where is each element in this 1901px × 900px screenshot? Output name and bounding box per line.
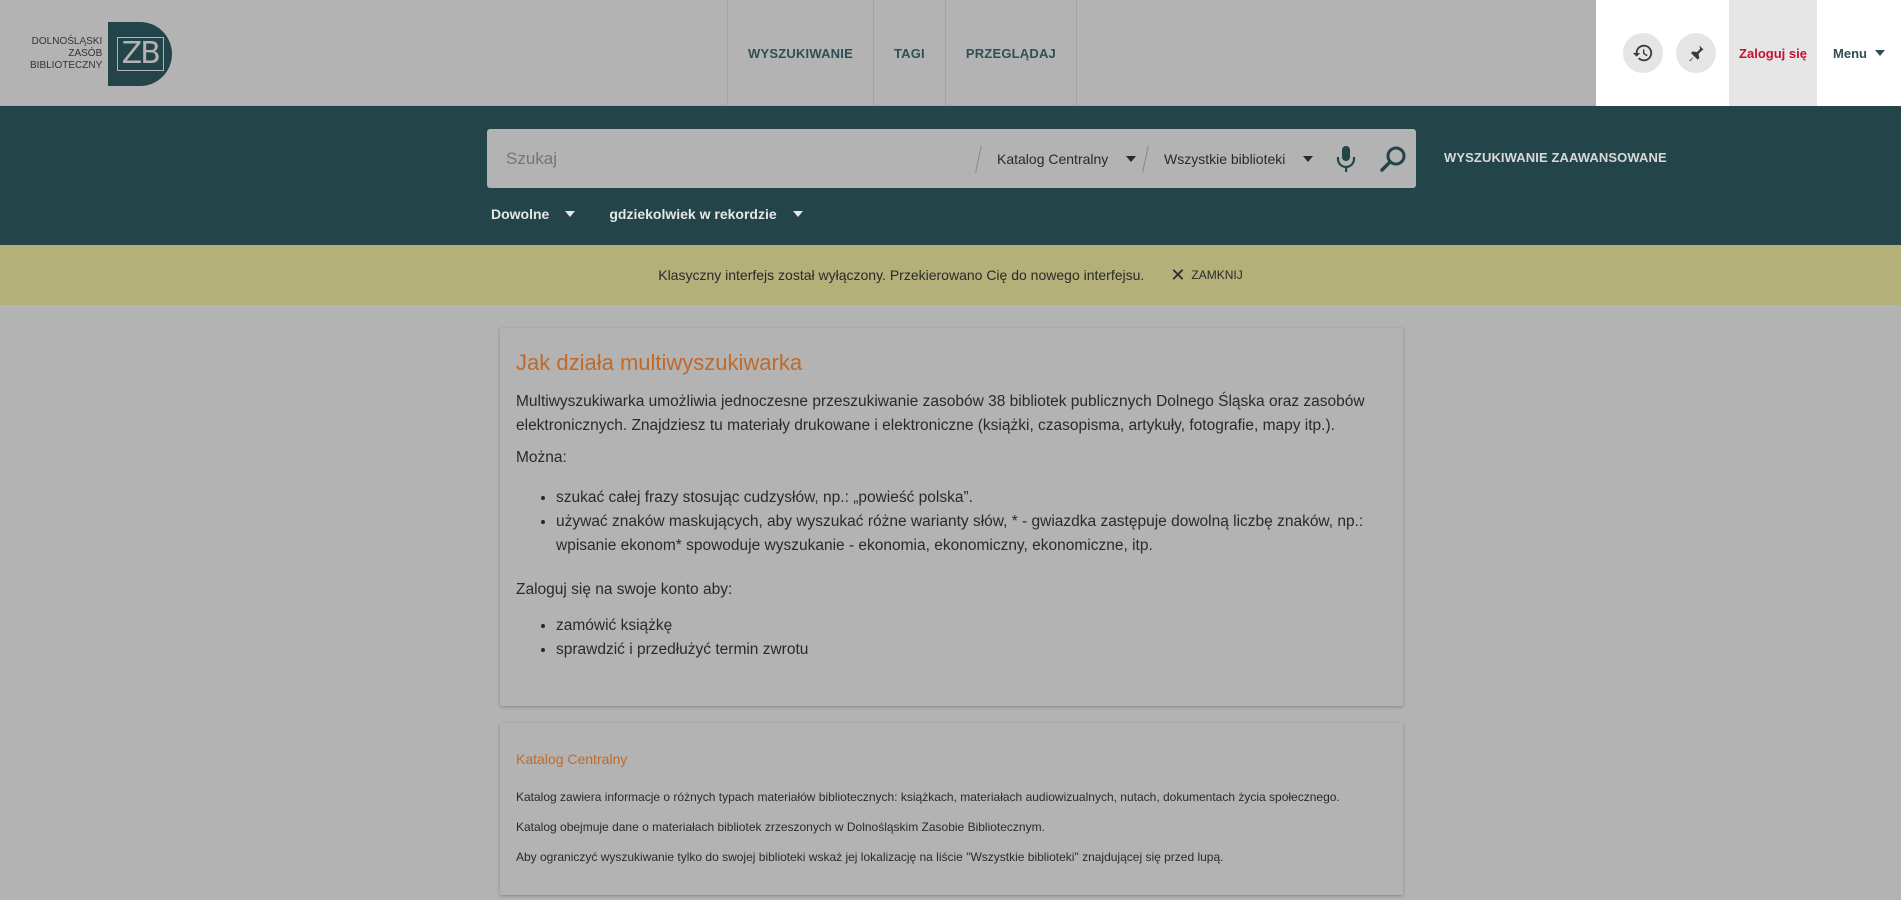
history-icon[interactable] — [1623, 33, 1663, 73]
menu-button[interactable] — [1817, 0, 1901, 106]
header-actions — [1596, 0, 1901, 106]
filter-scope-label: gdziekolwiek w rekordzie — [609, 206, 777, 222]
tips-list — [556, 486, 1387, 558]
chevron-down-icon — [793, 211, 803, 217]
catalog-select-label: Katalog Centralny — [997, 150, 1109, 167]
chevron-down-icon — [1126, 156, 1136, 162]
filter-scope-select[interactable] — [609, 206, 802, 222]
site-header — [0, 0, 1901, 106]
search-filters — [491, 206, 837, 222]
logo-mark: ZB — [108, 22, 172, 86]
library-select-label: Wszystkie biblioteki — [1164, 150, 1286, 167]
list-item: • zamówić książkę — [556, 614, 1387, 638]
card-intro: Multiwyszukiwarka umożliwia jednoczesne przeszukiwanie zasobów 38 bibliotek publicznych Dolnego Śląska oraz zasobów elektronicznych. Znajdziesz tu materiały drukowane i elektroniczne (książki, czasopisma, artykuły, fotografie, mapy itp.). — [516, 393, 1365, 434]
filter-type-select[interactable] — [491, 206, 575, 222]
nav-search[interactable]: WYSZUKIWANIE — [728, 0, 874, 106]
notice-close-button[interactable] — [1170, 265, 1243, 285]
microphone-icon[interactable] — [1335, 145, 1357, 178]
search-box — [487, 129, 1416, 188]
catalog-line: Katalog obejmuje dane o materiałach bibliotek zrzeszonych w Dolnośląskim Zasobie Bibliotecznym. — [516, 820, 1045, 834]
list-item: • sprawdzić i przedłużyć termin zwrotu — [556, 638, 1387, 662]
menu-label: Menu — [1833, 45, 1867, 61]
notice-text: Klasyczny interfejs został wyłączony. Przekierowano Cię do nowego interfejsu. — [658, 267, 1145, 283]
site-logo[interactable] — [30, 22, 172, 86]
catalog-line: Aby ograniczyć wyszukiwanie tylko do swojej biblioteki wskaż jej lokalizację na liście "Wszystkie biblioteki" znajdującej się przed lupą. — [516, 850, 1224, 864]
catalog-line: Katalog zawiera informacje o różnych typach materiałów bibliotecznych: książkach, materiałach audiowizualnych, nutach, dokumentach życia społecznego. — [516, 790, 1340, 804]
chevron-down-icon — [565, 211, 575, 217]
logo-text: DOLNOŚLĄSKI ZASÓB BIBLIOTECZNY — [30, 36, 103, 71]
catalog-card — [500, 723, 1403, 895]
login-button[interactable]: Zaloguj się — [1729, 0, 1817, 106]
search-input[interactable] — [506, 129, 956, 188]
filter-type-label: Dowolne — [491, 206, 550, 222]
search-icon[interactable] — [1379, 144, 1409, 179]
notice-banner — [0, 245, 1901, 305]
nav-browse[interactable]: PRZEGLĄDAJ — [946, 0, 1077, 106]
library-select[interactable] — [1164, 129, 1313, 188]
can-label: Można: — [516, 449, 567, 466]
catalog-select[interactable] — [997, 129, 1136, 188]
notice-close-label: ZAMKNIJ — [1191, 268, 1243, 282]
top-nav — [727, 0, 1077, 106]
login-prompt: Zaloguj się na swoje konto aby: — [516, 581, 733, 598]
search-band — [0, 106, 1901, 245]
list-item: • używać znaków maskujących, aby wyszukać różne warianty słów, * - gwiazdka zastępuje dowolną liczbę znaków, np.: wpisanie ekonom* spowoduje wyszukanie - ekonomia, ekonomiczny, ekonomiczne, itp. — [556, 510, 1387, 558]
list-item: • szukać całej frazy stosując cudzysłów, np.: „powieść polska”. — [556, 486, 1387, 510]
chevron-down-icon — [1303, 156, 1313, 162]
chevron-down-icon — [1875, 50, 1885, 56]
card-title: Katalog Centralny — [516, 751, 628, 767]
card-title: Jak działa multiwyszukiwarka — [516, 350, 803, 375]
info-card — [500, 328, 1403, 706]
close-icon: ✕ — [1170, 265, 1186, 285]
divider — [1142, 145, 1149, 173]
login-benefits-list — [556, 614, 1387, 662]
advanced-search-link[interactable]: WYSZUKIWANIE ZAAWANSOWANE — [1444, 150, 1667, 165]
divider — [975, 145, 982, 173]
nav-tags[interactable]: TAGI — [874, 0, 946, 106]
pin-icon[interactable] — [1676, 33, 1716, 73]
